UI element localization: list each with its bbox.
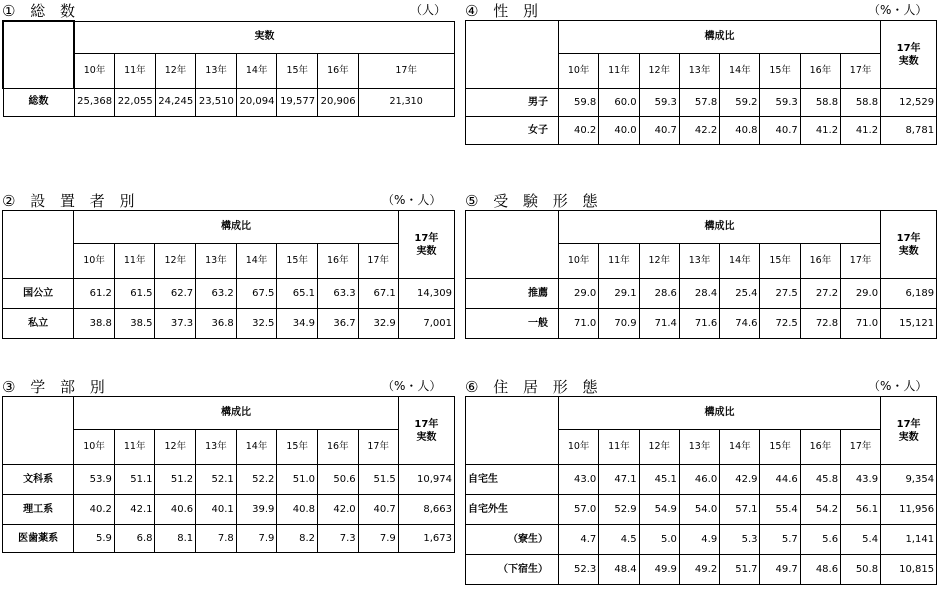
cell: 40.2 bbox=[559, 117, 599, 145]
table-row bbox=[3, 525, 455, 553]
cell: 14,309 bbox=[398, 279, 454, 309]
corner-cell bbox=[466, 21, 559, 89]
last-header: 17年 実数 bbox=[398, 211, 454, 279]
data-table bbox=[2, 20, 455, 117]
cell: 8,663 bbox=[398, 495, 454, 525]
cell: 59.2 bbox=[720, 89, 760, 117]
unit-label: （%・人） bbox=[868, 379, 928, 393]
cell: 57.1 bbox=[720, 495, 760, 525]
last-header: 17年 実数 bbox=[398, 397, 454, 465]
year-header: 15年 bbox=[760, 54, 800, 89]
row-label: 一般 bbox=[466, 309, 559, 339]
section-gender bbox=[465, 0, 939, 155]
row-label: 理工系 bbox=[3, 495, 74, 525]
year-header: 14年 bbox=[236, 430, 277, 465]
cell: 32.5 bbox=[236, 309, 277, 339]
row-label: 国公立 bbox=[3, 279, 74, 309]
cell: 40.6 bbox=[155, 495, 196, 525]
cell: 40.8 bbox=[720, 117, 760, 145]
table-row bbox=[466, 117, 937, 145]
table-row bbox=[3, 309, 455, 339]
cell: 24,245 bbox=[155, 88, 196, 116]
cell: 70.9 bbox=[599, 309, 639, 339]
cell: 52.9 bbox=[599, 495, 639, 525]
year-header: 13年 bbox=[679, 430, 719, 465]
year-header: 13年 bbox=[679, 54, 719, 89]
cell: 28.6 bbox=[639, 279, 679, 309]
cell: 4.5 bbox=[599, 525, 639, 555]
cell: 6,189 bbox=[881, 279, 937, 309]
year-header: 16年 bbox=[317, 244, 358, 279]
cell: 67.5 bbox=[236, 279, 277, 309]
year-header: 12年 bbox=[639, 430, 679, 465]
cell: 22,055 bbox=[115, 88, 156, 116]
row-label: 文科系 bbox=[3, 465, 74, 495]
cell: 4.9 bbox=[679, 525, 719, 555]
cell: 10,815 bbox=[881, 555, 937, 585]
cell: 28.4 bbox=[679, 279, 719, 309]
cell: 47.1 bbox=[599, 465, 639, 495]
corner-cell bbox=[3, 397, 74, 465]
cell: 57.8 bbox=[679, 89, 719, 117]
data-table bbox=[465, 20, 937, 145]
year-header: 17年 bbox=[841, 54, 881, 89]
cell: 50.8 bbox=[841, 555, 881, 585]
cell: 49.9 bbox=[639, 555, 679, 585]
section-title: ④ 性 別 bbox=[465, 2, 543, 20]
year-header: 10年 bbox=[559, 430, 599, 465]
row-label: 総数 bbox=[3, 88, 74, 116]
cell: 44.6 bbox=[760, 465, 800, 495]
data-table bbox=[2, 396, 455, 553]
table-row bbox=[3, 465, 455, 495]
year-header: 11年 bbox=[599, 244, 639, 279]
row-label: 私立 bbox=[3, 309, 74, 339]
year-header: 15年 bbox=[277, 244, 318, 279]
cell: 60.0 bbox=[599, 89, 639, 117]
cell: 42.2 bbox=[679, 117, 719, 145]
table-row bbox=[466, 555, 937, 585]
cell: 29.1 bbox=[599, 279, 639, 309]
section-founder bbox=[2, 190, 457, 345]
cell: 50.6 bbox=[317, 465, 358, 495]
cell: 46.0 bbox=[679, 465, 719, 495]
year-header: 14年 bbox=[720, 244, 760, 279]
section-title: ⑤ 受 験 形 態 bbox=[465, 192, 603, 210]
cell: 59.8 bbox=[559, 89, 599, 117]
cell: 45.8 bbox=[800, 465, 840, 495]
year-header: 16年 bbox=[800, 244, 840, 279]
cell: 54.0 bbox=[679, 495, 719, 525]
cell: 71.6 bbox=[679, 309, 719, 339]
cell: 25.4 bbox=[720, 279, 760, 309]
group-header: 構成比 bbox=[74, 397, 399, 430]
table-row bbox=[466, 309, 937, 339]
cell: 34.9 bbox=[277, 309, 318, 339]
cell: 8.2 bbox=[277, 525, 318, 553]
cell: 51.0 bbox=[277, 465, 318, 495]
cell: 25,368 bbox=[74, 88, 115, 116]
cell: 61.5 bbox=[114, 279, 155, 309]
table-row bbox=[3, 279, 455, 309]
group-header: 構成比 bbox=[559, 397, 881, 430]
year-header: 17年 bbox=[358, 430, 398, 465]
cell: 74.6 bbox=[720, 309, 760, 339]
cell: 58.8 bbox=[800, 89, 840, 117]
cell: 61.2 bbox=[74, 279, 115, 309]
cell: 4.7 bbox=[559, 525, 599, 555]
cell: 7.8 bbox=[196, 525, 237, 553]
year-header: 12年 bbox=[155, 53, 196, 88]
year-header: 13年 bbox=[196, 53, 237, 88]
year-header: 10年 bbox=[74, 430, 115, 465]
cell: 7.9 bbox=[358, 525, 398, 553]
cell: 6.8 bbox=[114, 525, 155, 553]
cell: 23,510 bbox=[196, 88, 237, 116]
group-header: 実数 bbox=[74, 21, 454, 53]
cell: 63.2 bbox=[196, 279, 237, 309]
year-header: 16年 bbox=[800, 430, 840, 465]
year-header: 14年 bbox=[720, 54, 760, 89]
cell: 52.1 bbox=[196, 465, 237, 495]
row-label: （下宿生） bbox=[466, 555, 559, 585]
cell: 67.1 bbox=[358, 279, 398, 309]
year-header: 15年 bbox=[277, 53, 318, 88]
row-label: 男子 bbox=[466, 89, 559, 117]
year-header: 11年 bbox=[599, 54, 639, 89]
cell: 53.9 bbox=[74, 465, 115, 495]
year-header: 15年 bbox=[760, 244, 800, 279]
cell: 1,673 bbox=[398, 525, 454, 553]
cell: 8.1 bbox=[155, 525, 196, 553]
cell: 48.6 bbox=[800, 555, 840, 585]
cell: 27.2 bbox=[800, 279, 840, 309]
table-row bbox=[466, 495, 937, 525]
row-label: 医歯薬系 bbox=[3, 525, 74, 553]
cell: 5.6 bbox=[800, 525, 840, 555]
table-row bbox=[466, 525, 937, 555]
cell: 20,906 bbox=[318, 88, 359, 116]
unit-label: （人） bbox=[410, 3, 447, 17]
cell: 56.1 bbox=[841, 495, 881, 525]
year-header: 13年 bbox=[196, 244, 237, 279]
cell: 40.7 bbox=[639, 117, 679, 145]
cell: 54.9 bbox=[639, 495, 679, 525]
table-row bbox=[466, 465, 937, 495]
year-header: 10年 bbox=[74, 244, 115, 279]
cell: 27.5 bbox=[760, 279, 800, 309]
cell: 41.2 bbox=[800, 117, 840, 145]
cell: 9,354 bbox=[881, 465, 937, 495]
group-header: 構成比 bbox=[559, 211, 881, 244]
cell: 38.8 bbox=[74, 309, 115, 339]
cell: 11,956 bbox=[881, 495, 937, 525]
cell: 10,974 bbox=[398, 465, 454, 495]
cell: 38.5 bbox=[114, 309, 155, 339]
cell: 48.4 bbox=[599, 555, 639, 585]
year-header: 12年 bbox=[639, 54, 679, 89]
cell: 71.0 bbox=[559, 309, 599, 339]
cell: 71.0 bbox=[841, 309, 881, 339]
cell: 36.8 bbox=[196, 309, 237, 339]
cell: 40.7 bbox=[760, 117, 800, 145]
row-label: 推薦 bbox=[466, 279, 559, 309]
section-title: ⑥ 住 居 形 態 bbox=[465, 378, 603, 396]
table-row bbox=[3, 495, 455, 525]
cell: 5.0 bbox=[639, 525, 679, 555]
year-header: 13年 bbox=[196, 430, 237, 465]
cell: 51.2 bbox=[155, 465, 196, 495]
data-table bbox=[2, 210, 455, 339]
data-table bbox=[465, 396, 937, 585]
section-faculty bbox=[2, 376, 457, 571]
cell: 43.9 bbox=[841, 465, 881, 495]
cell: 7,001 bbox=[398, 309, 454, 339]
cell: 37.3 bbox=[155, 309, 196, 339]
cell: 63.3 bbox=[317, 279, 358, 309]
cell: 58.8 bbox=[841, 89, 881, 117]
table-row bbox=[3, 88, 454, 116]
section-residence bbox=[465, 376, 939, 590]
cell: 57.0 bbox=[559, 495, 599, 525]
year-header: 17年 bbox=[841, 244, 881, 279]
year-header: 14年 bbox=[236, 53, 277, 88]
cell: 29.0 bbox=[559, 279, 599, 309]
cell: 54.2 bbox=[800, 495, 840, 525]
cell: 72.8 bbox=[800, 309, 840, 339]
group-header: 構成比 bbox=[74, 211, 399, 244]
cell: 55.4 bbox=[760, 495, 800, 525]
cell: 65.1 bbox=[277, 279, 318, 309]
year-header: 17年 bbox=[358, 244, 398, 279]
cell: 8,781 bbox=[881, 117, 937, 145]
cell: 52.3 bbox=[559, 555, 599, 585]
year-header: 11年 bbox=[599, 430, 639, 465]
cell: 42.0 bbox=[317, 495, 358, 525]
row-label: 自宅外生 bbox=[466, 495, 559, 525]
cell: 19,577 bbox=[277, 88, 318, 116]
year-header: 12年 bbox=[155, 430, 196, 465]
year-header: 14年 bbox=[236, 244, 277, 279]
cell: 5.4 bbox=[841, 525, 881, 555]
corner-cell bbox=[3, 21, 74, 88]
cell: 42.9 bbox=[720, 465, 760, 495]
unit-label: （%・人） bbox=[868, 3, 928, 17]
year-header: 10年 bbox=[74, 53, 115, 88]
row-label: 女子 bbox=[466, 117, 559, 145]
group-header: 構成比 bbox=[559, 21, 881, 54]
last-header: 17年 実数 bbox=[881, 211, 937, 279]
year-header: 17年 bbox=[358, 53, 454, 88]
cell: 7.9 bbox=[236, 525, 277, 553]
year-header: 11年 bbox=[114, 430, 155, 465]
cell: 49.7 bbox=[760, 555, 800, 585]
year-header: 12年 bbox=[639, 244, 679, 279]
cell: 45.1 bbox=[639, 465, 679, 495]
year-header: 14年 bbox=[720, 430, 760, 465]
year-header: 10年 bbox=[559, 244, 599, 279]
year-header: 15年 bbox=[277, 430, 318, 465]
year-header: 12年 bbox=[155, 244, 196, 279]
year-header: 16年 bbox=[318, 53, 359, 88]
cell: 20,094 bbox=[236, 88, 277, 116]
cell: 62.7 bbox=[155, 279, 196, 309]
section-exam-type bbox=[465, 190, 939, 345]
cell: 29.0 bbox=[841, 279, 881, 309]
cell: 32.9 bbox=[358, 309, 398, 339]
table-row bbox=[466, 279, 937, 309]
cell: 42.1 bbox=[114, 495, 155, 525]
cell: 49.2 bbox=[679, 555, 719, 585]
section-title: ③ 学 部 別 bbox=[2, 378, 110, 396]
cell: 41.2 bbox=[841, 117, 881, 145]
year-header: 16年 bbox=[317, 430, 358, 465]
cell: 7.3 bbox=[317, 525, 358, 553]
cell: 21,310 bbox=[358, 88, 454, 116]
cell: 40.8 bbox=[277, 495, 318, 525]
unit-label: （%・人） bbox=[382, 379, 442, 393]
cell: 72.5 bbox=[760, 309, 800, 339]
cell: 51.5 bbox=[358, 465, 398, 495]
year-header: 17年 bbox=[841, 430, 881, 465]
year-header: 13年 bbox=[679, 244, 719, 279]
cell: 5.3 bbox=[720, 525, 760, 555]
year-header: 10年 bbox=[559, 54, 599, 89]
row-label: （寮生） bbox=[466, 525, 559, 555]
section-title: ② 設 置 者 別 bbox=[2, 192, 140, 210]
cell: 59.3 bbox=[639, 89, 679, 117]
data-table bbox=[465, 210, 937, 339]
year-header: 16年 bbox=[800, 54, 840, 89]
cell: 15,121 bbox=[881, 309, 937, 339]
last-header: 17年 実数 bbox=[881, 21, 937, 89]
cell: 59.3 bbox=[760, 89, 800, 117]
cell: 51.7 bbox=[720, 555, 760, 585]
corner-cell bbox=[3, 211, 74, 279]
cell: 71.4 bbox=[639, 309, 679, 339]
cell: 40.2 bbox=[74, 495, 115, 525]
year-header: 15年 bbox=[760, 430, 800, 465]
table-row bbox=[466, 89, 937, 117]
row-label: 自宅生 bbox=[466, 465, 559, 495]
year-header: 11年 bbox=[114, 244, 155, 279]
cell: 40.1 bbox=[196, 495, 237, 525]
unit-label: （%・人） bbox=[382, 193, 442, 207]
cell: 5.7 bbox=[760, 525, 800, 555]
cell: 43.0 bbox=[559, 465, 599, 495]
cell: 39.9 bbox=[236, 495, 277, 525]
cell: 52.2 bbox=[236, 465, 277, 495]
cell: 40.7 bbox=[358, 495, 398, 525]
cell: 51.1 bbox=[114, 465, 155, 495]
cell: 1,141 bbox=[881, 525, 937, 555]
section-title: ① 総 数 bbox=[2, 2, 80, 20]
last-header: 17年 実数 bbox=[881, 397, 937, 465]
cell: 5.9 bbox=[74, 525, 115, 553]
corner-cell bbox=[466, 211, 559, 279]
corner-cell bbox=[466, 397, 559, 465]
year-header: 11年 bbox=[115, 53, 156, 88]
section-total bbox=[2, 0, 455, 120]
cell: 12,529 bbox=[881, 89, 937, 117]
cell: 36.7 bbox=[317, 309, 358, 339]
cell: 40.0 bbox=[599, 117, 639, 145]
